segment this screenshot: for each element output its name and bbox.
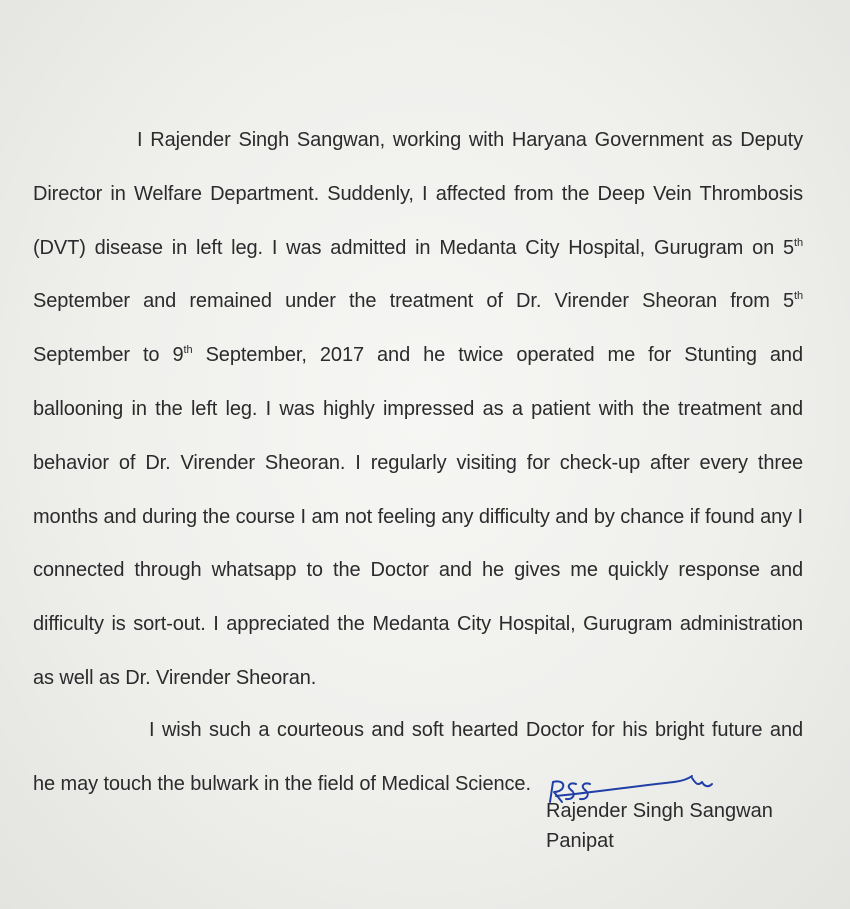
- ordinal-suffix: th: [794, 290, 803, 303]
- paragraph-main-part-1: I Rajender Singh Sangwan, working with Haryana Government as Deputy Director in Welfare Department. Suddenly, I affected from the Deep Vein Thrombosis (DVT) disease in left leg. I was admitted in Medanta City Hospital, Gurugram on 5: [33, 129, 803, 259]
- signer-place: Panipat: [546, 830, 614, 852]
- ordinal-suffix: th: [794, 236, 803, 249]
- paragraph-main: [33, 114, 803, 706]
- paragraph-main-part-4: September, 2017 and he twice operated me for Stunting and ballooning in the left leg. I was highly impressed as a patient with the treatment and behavior of Dr. Virender Sheoran. I regularly visiting for check-up after every three months and during the course I am not feeling any difficulty and by chance if found any I connected through whatsapp to the Doctor and he gives me quickly response and difficulty is sort-out. I appreciated the Medanta City Hospital, Gurugram administration as well as Dr. Virender Sheoran.: [33, 344, 803, 689]
- paragraph-wish: I wish such a courteous and soft hearted Doctor for his bright future and he may touch the bulwark in the field of Medical Science.: [33, 718, 803, 795]
- letter-body: [33, 114, 803, 811]
- ordinal-suffix: th: [183, 344, 193, 357]
- paragraph-main-part-2: September and remained under the treatment of Dr. Virender Sheoran from 5: [33, 290, 795, 313]
- paragraph-main-part-3: September to 9: [33, 344, 184, 367]
- signer-name: Rajender Singh Sangwan: [546, 800, 773, 822]
